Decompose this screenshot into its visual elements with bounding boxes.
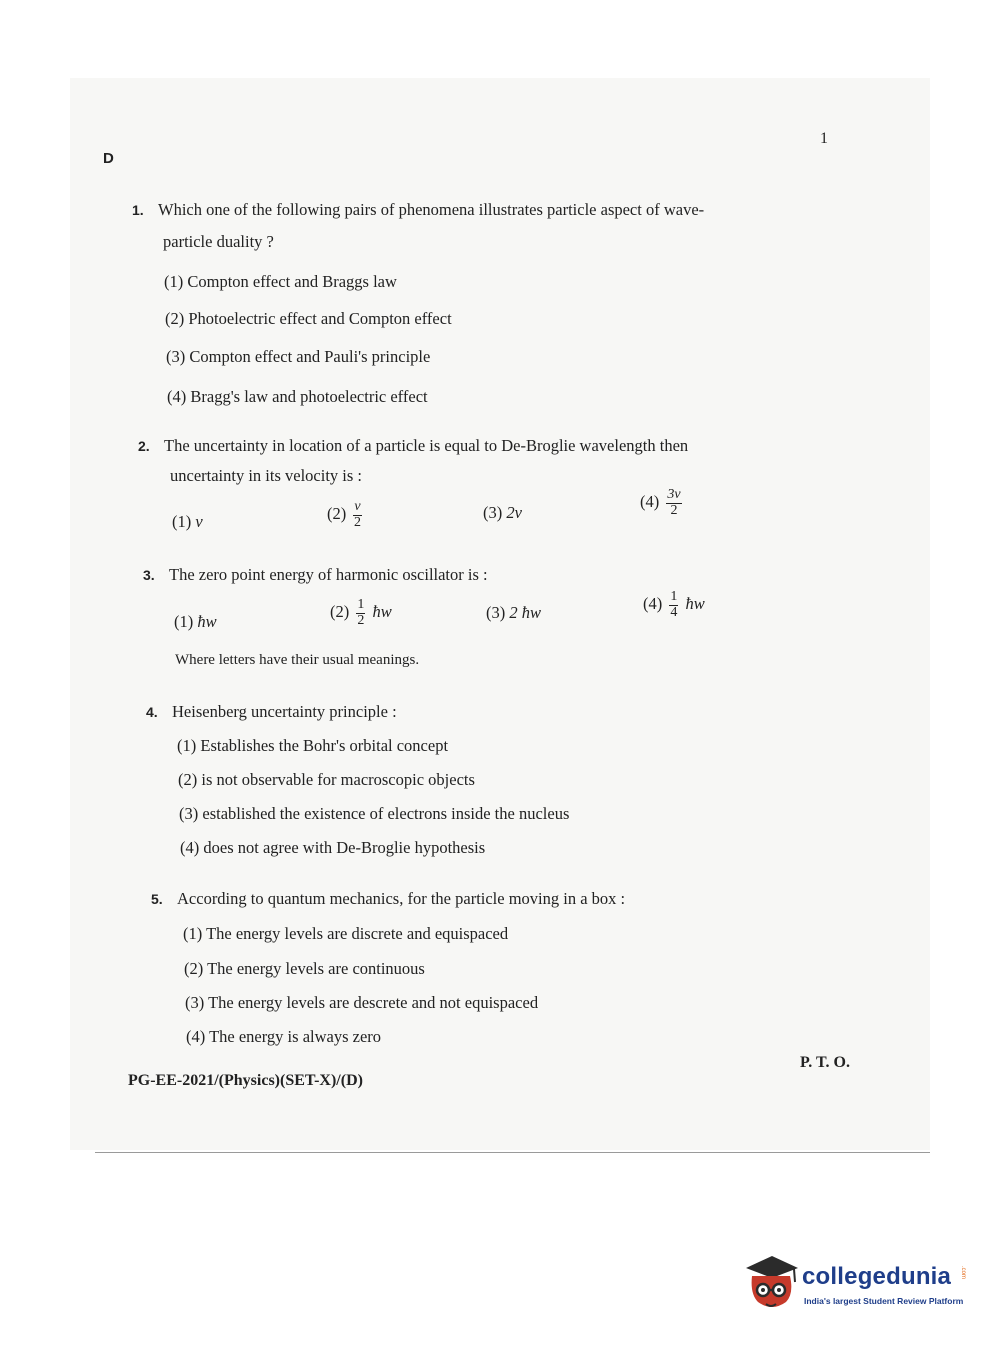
fraction-denominator: 2 bbox=[357, 612, 365, 628]
option-label: (2) bbox=[330, 601, 350, 621]
question-2-option-1 bbox=[172, 512, 203, 532]
question-4-stem bbox=[146, 702, 397, 722]
question-5-option-3: (3) The energy levels are descrete and not equispaced bbox=[185, 993, 539, 1012]
paper-code: PG-EE-2021/(Physics)(SET-X)/(D) bbox=[128, 1072, 363, 1089]
option-value: 2v bbox=[506, 503, 522, 522]
fraction-numerator: v bbox=[354, 499, 361, 514]
question-3-option-3 bbox=[486, 603, 541, 623]
brand-tagline: India's largest Student Review Platform bbox=[804, 1296, 964, 1306]
option-label: (1) bbox=[172, 512, 192, 531]
fraction-denominator: 2 bbox=[670, 502, 678, 518]
fraction-denominator: 4 bbox=[670, 604, 678, 620]
question-2-option-3 bbox=[483, 503, 522, 523]
brand-name: collegedunia bbox=[802, 1263, 952, 1290]
please-turn-over: P. T. O. bbox=[800, 1054, 850, 1071]
question-3-option-2 bbox=[330, 598, 392, 628]
question-text: The uncertainty in location of a particle is equal to De-Broglie wavelength then bbox=[164, 436, 689, 455]
fraction bbox=[353, 500, 361, 530]
option-unit: ħw bbox=[685, 593, 705, 613]
page-bottom-rule bbox=[95, 1152, 930, 1153]
page-number: 1 bbox=[820, 130, 828, 147]
option-label: (4) bbox=[640, 491, 660, 511]
fraction-numerator: 3v bbox=[667, 487, 681, 502]
question-1-stem bbox=[132, 200, 704, 220]
question-2-stem bbox=[138, 436, 688, 456]
fraction bbox=[669, 590, 678, 620]
fraction bbox=[356, 598, 365, 628]
question-5-option-1: (1) The energy levels are discrete and equispaced bbox=[183, 924, 509, 943]
question-5-stem bbox=[151, 889, 625, 909]
option-value: ħw bbox=[197, 612, 217, 631]
question-4-option-4: (4) does not agree with De-Broglie hypothesis bbox=[180, 838, 486, 857]
option-value: 2 ħw bbox=[509, 603, 542, 622]
option-label: (3) bbox=[483, 503, 503, 522]
collegedunia-watermark bbox=[742, 1250, 972, 1320]
option-label: (3) bbox=[486, 603, 506, 622]
question-5-option-2: (2) The energy levels are continuous bbox=[184, 959, 425, 978]
question-3-option-1 bbox=[174, 612, 217, 632]
option-value: v bbox=[195, 512, 203, 531]
option-label: (1) bbox=[174, 612, 194, 631]
set-code: D bbox=[103, 150, 114, 167]
question-text: According to quantum mechanics, for the particle moving in a box : bbox=[177, 889, 626, 908]
question-2-option-4 bbox=[640, 488, 685, 518]
question-1-stem-cont: particle duality ? bbox=[163, 232, 274, 251]
fraction-numerator: 1 bbox=[357, 597, 365, 612]
question-4-option-3: (3) established the existence of electrons inside the nucleus bbox=[179, 804, 570, 823]
question-number: 5. bbox=[151, 891, 163, 907]
question-5-option-4: (4) The energy is always zero bbox=[186, 1027, 382, 1046]
question-text: The zero point energy of harmonic oscillator is : bbox=[169, 565, 488, 584]
question-1-option-4: (4) Bragg's law and photoelectric effect bbox=[167, 387, 428, 406]
question-number: 3. bbox=[143, 567, 155, 583]
fraction bbox=[666, 488, 681, 518]
question-number: 1. bbox=[132, 202, 144, 218]
question-text: Which one of the following pairs of phenomena illustrates particle aspect of wave- bbox=[158, 200, 705, 219]
fraction-denominator: 2 bbox=[353, 514, 361, 530]
question-2-stem-cont: uncertainty in its velocity is : bbox=[170, 466, 363, 485]
question-1-option-1: (1) Compton effect and Braggs law bbox=[164, 272, 397, 291]
question-text: Heisenberg uncertainty principle : bbox=[172, 702, 397, 721]
question-3-stem bbox=[143, 565, 488, 585]
option-unit: ħw bbox=[372, 601, 392, 621]
option-label: (4) bbox=[643, 593, 663, 613]
question-2-option-2 bbox=[327, 500, 365, 530]
brand-suffix: .com bbox=[960, 1266, 966, 1280]
question-1-option-2: (2) Photoelectric effect and Compton effect bbox=[165, 309, 452, 328]
question-3-note: Where letters have their usual meanings. bbox=[175, 652, 420, 668]
question-4-option-1: (1) Establishes the Bohr's orbital concept bbox=[177, 736, 449, 755]
question-number: 4. bbox=[146, 704, 158, 720]
question-1-option-3: (3) Compton effect and Pauli's principle bbox=[166, 347, 431, 366]
option-label: (2) bbox=[327, 503, 347, 523]
question-4-option-2: (2) is not observable for macroscopic objects bbox=[178, 770, 475, 789]
question-3-option-4 bbox=[643, 590, 705, 620]
graduate-mascot-icon bbox=[742, 1250, 800, 1314]
fraction-numerator: 1 bbox=[670, 589, 678, 604]
question-number: 2. bbox=[138, 438, 150, 454]
